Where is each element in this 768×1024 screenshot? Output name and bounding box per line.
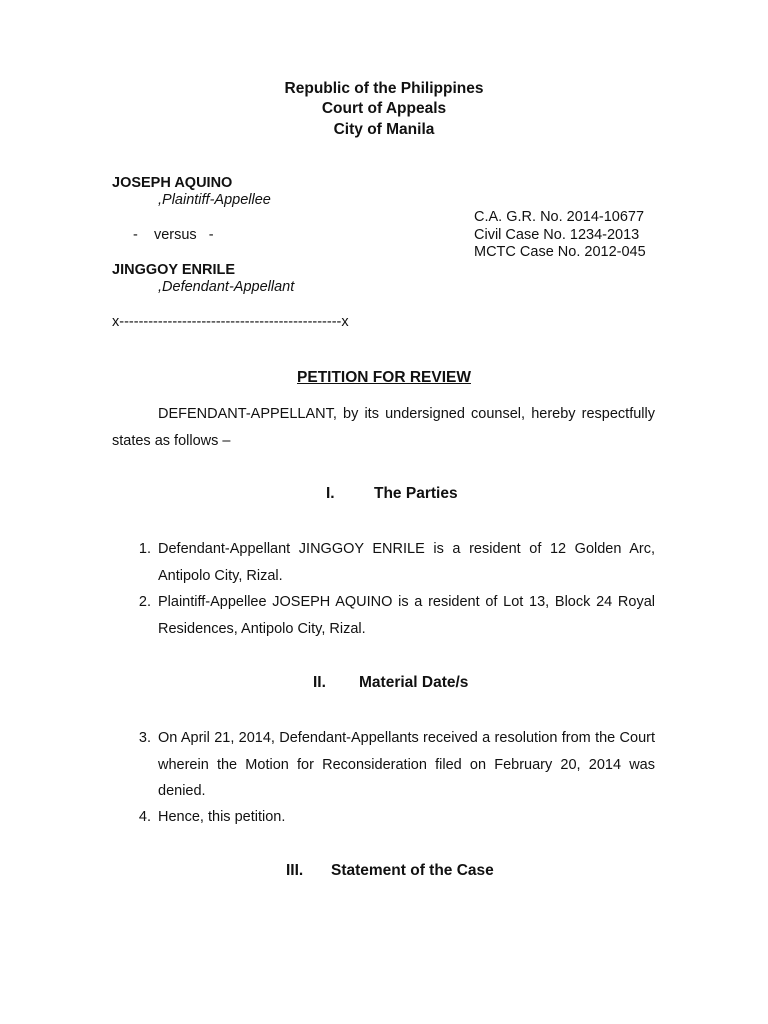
intro-line-1: DEFENDANT-APPELLANT, by its undersigned counsel, hereby respectfully: [158, 406, 655, 422]
list-item-3-line-1: On April 21, 2014, Defendant-Appellants received a resolution from the Court: [158, 730, 655, 746]
list-item-1-line-1: Defendant-Appellant JINGGOY ENRILE is a resident of 12 Golden Arc,: [158, 541, 655, 557]
section-numeral-3: III.: [286, 862, 304, 879]
section-title-material-dates: Material Date/s: [359, 674, 469, 691]
case-number-mctc: MCTC Case No. 2012-045: [474, 244, 646, 260]
caption-separator: x----------------------------------------------x: [112, 314, 349, 330]
item-number-4: 4.: [138, 809, 151, 825]
document-title-text: PETITION FOR REVIEW: [297, 369, 471, 386]
court-header-city: City of Manila: [333, 121, 435, 138]
item-number-3: 3.: [138, 730, 151, 746]
list-item-2: [158, 589, 655, 642]
list-item-3-line-3: denied.: [158, 783, 206, 799]
intro-line-2: states as follows –: [112, 432, 231, 449]
section-numeral-2: II.: [313, 674, 326, 691]
section-title-parties: The Parties: [374, 485, 458, 502]
plaintiff-name: JOSEPH AQUINO: [112, 175, 233, 191]
list-item-3-line-2: wherein the Motion for Reconsideration filed on February 20, 2014 was: [158, 756, 655, 773]
section-numeral-1: I.: [326, 485, 335, 502]
list-item-4: Hence, this petition.: [158, 809, 286, 825]
intro-paragraph: [112, 401, 655, 454]
court-header-court: Court of Appeals: [321, 100, 447, 117]
case-number-ca: C.A. G.R. No. 2014-10677: [474, 209, 645, 225]
defendant-name: JINGGOY ENRILE: [112, 262, 236, 278]
list-item-2-line-2: Residences, Antipolo City, Rizal.: [158, 620, 366, 637]
court-header-republic: Republic of the Philippines: [284, 80, 484, 97]
item-number-2: 2.: [138, 594, 151, 610]
list-item-2-line-1: Plaintiff-Appellee JOSEPH AQUINO is a resident of Lot 13, Block 24 Royal: [158, 594, 655, 610]
defendant-role: ,Defendant-Appellant: [158, 279, 295, 295]
list-item-1: [158, 536, 655, 589]
item-number-1: 1.: [138, 541, 151, 557]
versus-label: - versus -: [133, 227, 214, 243]
document-title: [0, 369, 768, 387]
list-item-1-line-2: Antipolo City, Rizal.: [158, 567, 283, 584]
list-item-3: [158, 725, 655, 805]
case-number-civil: Civil Case No. 1234-2013: [474, 227, 640, 243]
plaintiff-role: ,Plaintiff-Appellee: [158, 192, 271, 208]
section-title-statement-of-case: Statement of the Case: [331, 862, 494, 879]
